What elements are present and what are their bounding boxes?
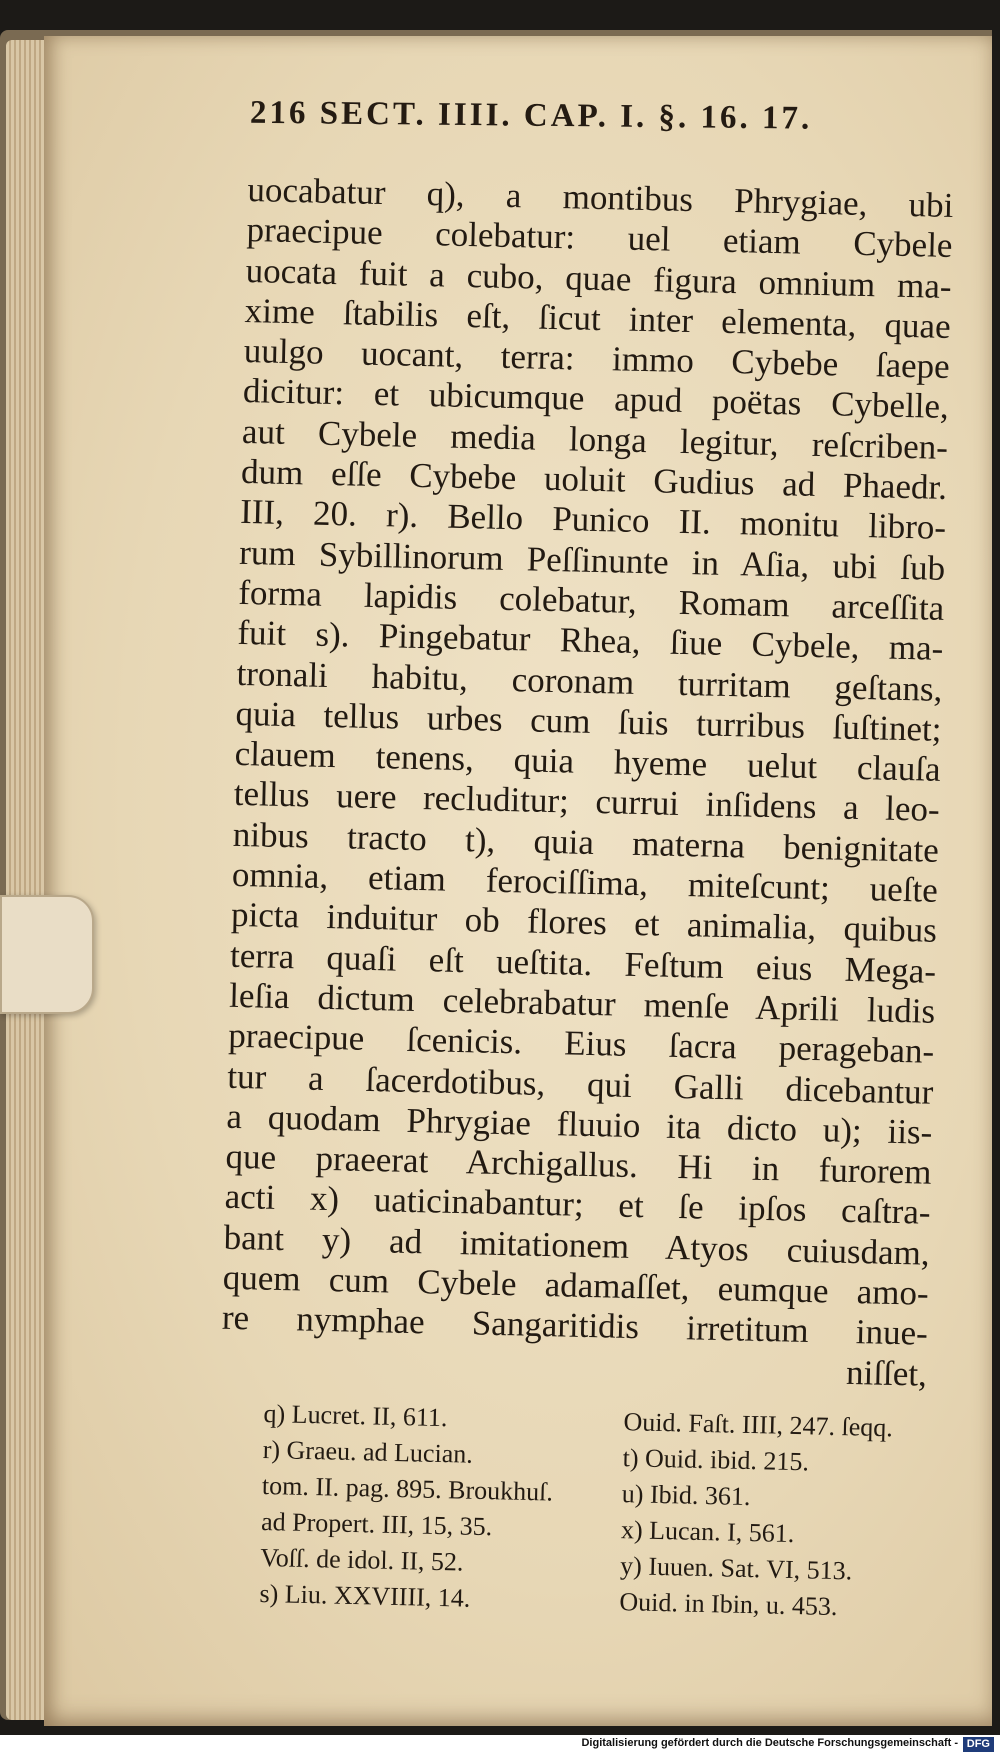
footnote: r) Graeu. ad Lucian. bbox=[262, 1434, 474, 1469]
body-line: uulgo uocant, terra: immo Cybebe ſaepe bbox=[243, 331, 951, 387]
body-line: aut Cybele media longa legitur, reſcriben- bbox=[241, 411, 949, 467]
running-head: 216 SECT. IIII. CAP. I. §. 16. 17. bbox=[249, 94, 813, 137]
body-line: dum eſſe Cybebe uoluit Gudius ad Phaedr. bbox=[240, 452, 948, 508]
body-line: bant y) ad imitationem Atyos cuiusdam, bbox=[223, 1217, 931, 1273]
body-line: rum Sybillinorum Peſſinunte in Aſia, ubi ſub bbox=[238, 532, 946, 588]
funding-credit: Digitalisierung gefördert durch die Deutsche Forschungsgemeinschaft - bbox=[581, 1737, 958, 1749]
body-line: III, 20. r). Bello Punico II. monitu libro- bbox=[239, 492, 947, 548]
body-line: re nymphae Sangaritidis irretitum inue- bbox=[221, 1298, 929, 1354]
dfg-logo: DFG bbox=[963, 1737, 994, 1752]
body-line: forma lapidis colebatur, Romam arceſſita bbox=[237, 572, 945, 628]
body-line: uocata fuit a cubo, quae figura omnium ma- bbox=[245, 250, 952, 306]
footnote: tom. II. pag. 895. Broukhuſ. bbox=[261, 1470, 554, 1507]
footnote: Ouid. in Ibin, u. 453. bbox=[619, 1587, 838, 1622]
body-line: fuit s). Pingebatur Rhea, ſiue Cybele, ma- bbox=[237, 613, 944, 669]
body-line: uocabatur q), a montibus Phrygiae, ubi bbox=[247, 170, 954, 226]
body-line: tur a ſacerdotibus, qui Galli dicebantur bbox=[227, 1056, 934, 1112]
body-line: omnia, etiam ferociſſima, miteſcunt; ueſte bbox=[231, 854, 939, 910]
body-line: quem cum Cybele adamaſſet, eumque amo- bbox=[222, 1257, 930, 1313]
body-line: praecipue ſcenicis. Eius ſacra perageban- bbox=[227, 1016, 935, 1072]
body-line: que praeerat Archigallus. Hi in furorem bbox=[225, 1136, 932, 1192]
body-line: terra quaſi eſt ueſtita. Feſtum eius Mega- bbox=[229, 935, 937, 991]
footnote: ad Propert. III, 15, 35. bbox=[260, 1506, 493, 1542]
footnote: u) Ibid. 361. bbox=[621, 1479, 751, 1512]
body-text bbox=[221, 170, 954, 1395]
body-line: dicitur: et ubicumque apud poëtas Cybelle, bbox=[242, 371, 950, 427]
body-line: nibus tracto t), quia materna benignitate bbox=[232, 814, 940, 870]
footnote: Ouid. Faſt. IIII, 247. ſeqq. bbox=[623, 1407, 894, 1443]
body-line: praecipue colebatur: uel etiam Cybele bbox=[246, 210, 953, 266]
body-line: xime ſtabilis eſt, ſicut inter elementa, quae bbox=[244, 290, 952, 346]
body-line: quia tellus urbes cum ſuis turribus ſuſtinet; bbox=[235, 693, 942, 749]
footnote: y) Iuuen. Sat. VI, 513. bbox=[619, 1551, 853, 1586]
footnote: Voſſ. de idol. II, 52. bbox=[260, 1542, 464, 1577]
body-line: leſia dictum celebrabatur menſe Aprili ludis bbox=[228, 975, 936, 1031]
footnote: t) Ouid. ibid. 215. bbox=[622, 1443, 810, 1477]
footnote: x) Lucan. I, 561. bbox=[620, 1515, 795, 1549]
bookmark-tab bbox=[0, 895, 94, 1014]
footnotes-left-column bbox=[259, 1396, 604, 1620]
body-line: tellus uere recluditur; currui inſidens a leo- bbox=[233, 774, 941, 830]
footnote: q) Lucret. II, 611. bbox=[263, 1398, 448, 1433]
footnotes-right-column bbox=[619, 1404, 954, 1627]
body-line: tronali habitu, coronam turritam geſtans, bbox=[236, 653, 943, 709]
body-line: niſſet, bbox=[845, 1352, 928, 1394]
body-line: a quodam Phrygiae fluuio ita dicto u); iis- bbox=[226, 1096, 933, 1152]
page-edges bbox=[6, 40, 46, 1720]
body-line: clauem tenens, quia hyeme uelut clauſa bbox=[234, 734, 942, 790]
body-line: picta induitur ob flores et animalia, quibus bbox=[230, 895, 938, 951]
body-line: acti x) uaticinabantur; et ſe ipſos caſtra- bbox=[224, 1177, 931, 1233]
footnote: s) Liu. XXVIIII, 14. bbox=[259, 1578, 471, 1613]
